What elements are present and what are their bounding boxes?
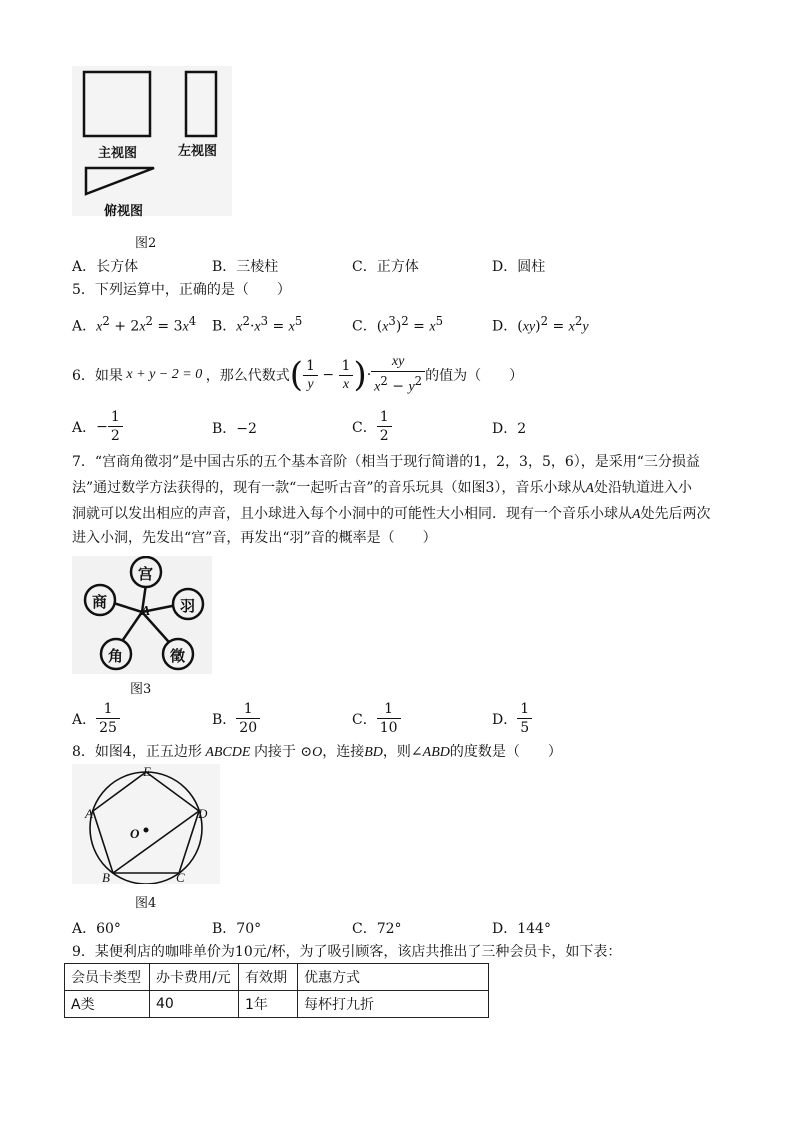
q5-option-c: C．$(x^3)^2 = x^5$ — [352, 314, 443, 335]
q6-option-d: D．2 — [492, 421, 527, 437]
q7-option-c: C． $\frac{1}{10}$ — [352, 700, 401, 737]
center-o-label: O — [130, 826, 140, 841]
cell-validity: 1年 — [239, 991, 298, 1018]
q7-line-2: 法”通过数学方法获得的，现有一款“一起听古音”的音乐玩具（如图3），音乐小球从A处沿轨道进入小 — [72, 480, 692, 496]
left-view-label: 左视图 — [178, 144, 218, 159]
q7-option-d: D． $\frac{1}{5}$ — [492, 700, 532, 737]
q7-line-4: 进入小洞，先发出“宫”音，再发出“羽”音的概率是（ ） — [72, 530, 437, 546]
q5-option-b: B．$x^2\cdot x^3 = x^5$ — [212, 314, 303, 335]
note-gong-label: 宫 — [138, 565, 154, 583]
q6-option-a: A． − $\frac{1}{2}$ — [72, 408, 123, 445]
vertex-a-label: A — [85, 806, 93, 821]
q6-expression: ( $\frac{1}{y}$ − $\frac{1}{x}$ ) · $\frac{xy}{x^2 - y^2}$ — [290, 353, 425, 397]
q8-option-d: D．144° — [492, 921, 551, 937]
q6-option-b: B．−2 — [212, 421, 257, 437]
q7-option-b: B． $\frac{1}{20}$ — [212, 700, 260, 737]
table-row — [65, 991, 489, 1018]
note-zhi-label: 徵 — [170, 647, 186, 665]
note-shang-label: 商 — [92, 593, 108, 611]
vertex-c-label: C — [176, 870, 185, 885]
pentagon-drawing — [72, 764, 220, 884]
cell-card-type: A类 — [65, 991, 150, 1018]
figure-3-caption: 图3 — [130, 682, 152, 697]
figure-2-caption: 图2 — [135, 236, 157, 251]
q7-option-a: A． $\frac{1}{25}$ — [72, 700, 120, 737]
cell-card-fee: 40 — [150, 991, 239, 1018]
q4-option-c: C．正方体 — [352, 259, 419, 275]
top-view-label: 俯视图 — [104, 204, 144, 219]
center-point-o — [144, 828, 149, 833]
header-card-fee: 办卡费用/元 — [150, 964, 239, 991]
q5-stem: 5．下列运算中，正确的是（ ） — [72, 282, 291, 298]
table-header-row — [65, 964, 489, 991]
vertex-b-label: B — [102, 870, 110, 885]
segment-bd — [113, 811, 199, 873]
vertex-d-label: D — [198, 806, 208, 821]
q8-option-b: B．70° — [212, 921, 262, 937]
q4-option-b: B．三棱柱 — [212, 259, 279, 275]
left-view-rectangle — [186, 72, 216, 136]
member-card-table — [64, 963, 489, 1018]
q8-option-c: C．72° — [352, 921, 402, 937]
q4-option-d: D．圆柱 — [492, 259, 546, 275]
front-view-label: 主视图 — [98, 146, 138, 161]
q5-option-d: D．$(xy)^2 = x^2y$ — [492, 314, 589, 335]
q9-stem: 9．某便利店的咖啡单价为10元/杯，为了吸引顾客，该店共推出了三种会员卡，如下表： — [72, 944, 622, 960]
q7-line-3: 洞就可以发出相应的声音，且小球进入每个小洞中的可能性大小相同．现有一个音乐小球从A处先后两次 — [72, 506, 711, 522]
q5-option-a: A．$x^2 + 2x^2 = 3x^4$ — [72, 314, 197, 335]
q6-option-c: C． $\frac{1}{2}$ — [352, 408, 392, 445]
note-jue-label: 角 — [108, 647, 124, 665]
top-view-triangle — [86, 168, 154, 194]
header-validity: 有效期 — [239, 964, 298, 991]
header-card-type: 会员卡类型 — [65, 964, 150, 991]
q8-stem: 8．如图4，正五边形 ABCDE 内接于 ⊙O，连接BD，则∠ABD的度数是（ ） — [72, 744, 562, 760]
start-point-a-label: A — [141, 604, 151, 619]
front-view-square — [84, 72, 150, 136]
pentagon-figure — [72, 764, 220, 884]
cell-discount: 每杯打九折 — [298, 991, 489, 1018]
q6-condition: x + y − 2 = 0 — [122, 367, 206, 382]
q8-option-a: A．60° — [72, 921, 121, 937]
header-discount: 优惠方式 — [298, 964, 489, 991]
q4-option-a: A．长方体 — [72, 259, 139, 275]
note-yu-label: 羽 — [180, 597, 196, 615]
figure-4-caption: 图4 — [135, 896, 157, 911]
q7-line-1: 7．“宫商角徵羽”是中国古乐的五个基本音阶（相当于现行简谱的1，2，3，5，6），是采用“三分损益 — [72, 454, 700, 470]
vertex-e-label: E — [143, 764, 151, 779]
q6-stem: 6．如果 x + y − 2 = 0 ，那么代数式 ( $\frac{1}{y}$ − $\frac{1}{x}$ ) · $\frac{xy}{x^2 - y^2}$ 的值为（ ） — [72, 354, 524, 395]
